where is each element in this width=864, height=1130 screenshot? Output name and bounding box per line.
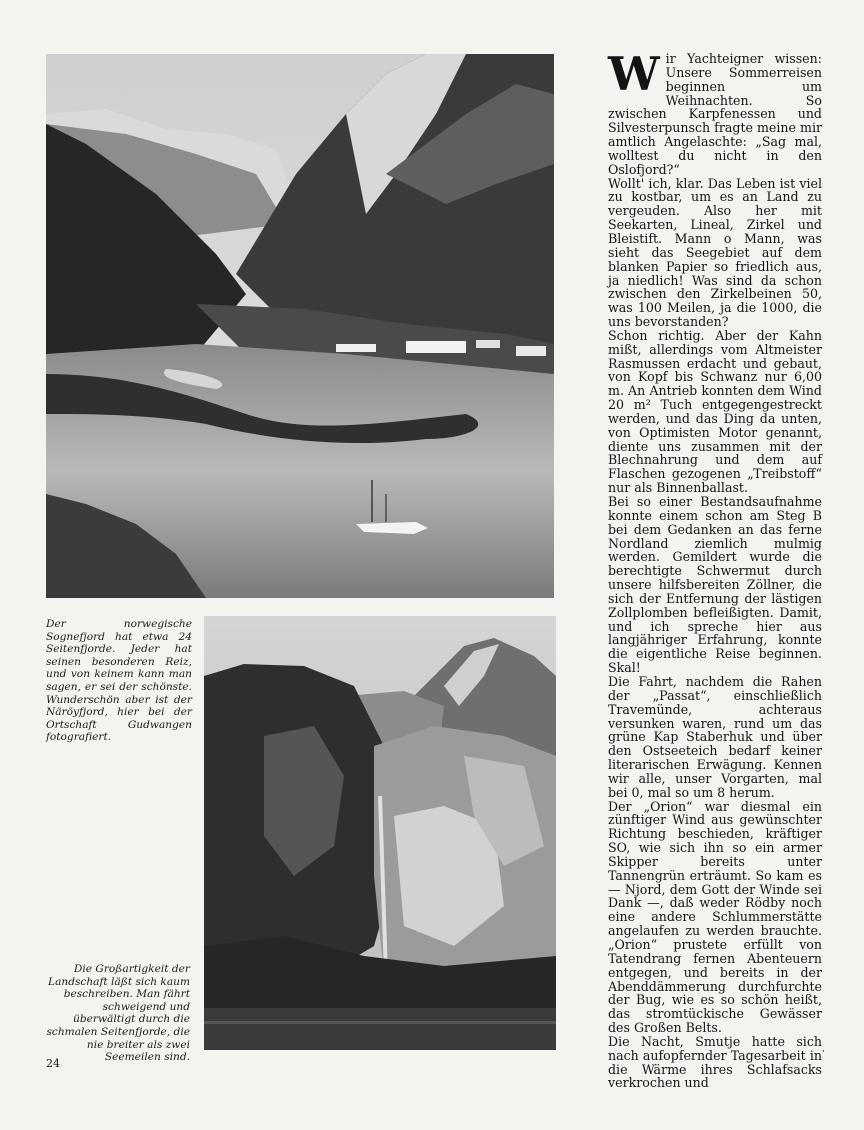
page-number: 24	[46, 1057, 60, 1070]
article-paragraph-7: Die Nacht, Smutje hatte sich nach aufopfernder Tagesarbeit in die Wärme ihres Schlafsacks verkrochen und	[608, 1033, 822, 1091]
article-paragraph-3: Schon richtig. Aber der Kahn mißt, allerdings vom Altmeister Rasmussen erdacht und gebaut, von Kopf bis Schwanz nur 6,00 m. An Antrieb konnten dem Wind 20 m² Tuch entgegengestreckt werden, und das Ding da unten, von Optimisten Motor genannt, diente uns zusammen mit der Blechnahrung und dem auf Flaschen gezogenen „Treibstoff“ nur als Binnenballast.	[608, 327, 822, 496]
article-paragraph-4: Bei so einer Bestandsaufnahme konnte einem schon am Steg B bei dem Gedanken an das ferne Nordland ziemlich mulmig werden. Gemildert wurde die berechtigte Schwermut durch unsere hilfsbereiten Zöllner, die sich der Entfernung der lästigen Zollplomben befleißigten. Damit, und ich spreche hier aus langjähriger Erfahrung, konnte die eigentliche Reise beginnen. Skal!	[608, 494, 822, 676]
article-paragraph-1	[608, 47, 822, 177]
article-paragraph-1-text: ir Yachteigner wissen: Unsere Sommerreisen beginnen um Weihnachten. So zwischen Karpfenessen und Silvesterpunsch fragte meine mir amtlich Angelaschte: „Sag mal, wolltest du nicht in den Oslofjord?“	[608, 51, 822, 177]
drop-cap: W	[608, 47, 660, 101]
photo-caption-bottom: Die Großartigkeit der Landschaft läßt sich kaum beschreiben. Man fährt schweigend und überwältigt durch die schmalen Seitenfjorde, die nie breiter als zwei Seemeilen sind.	[46, 963, 190, 1064]
article-paragraph-2: Wollt' ich, klar. Das Leben ist viel zu kostbar, um es an Land zu vergeuden. Also her mit Seekarten, Lineal, Zirkel und Bleistift. Mann o Mann, was sieht das Seegebiet auf dem blanken Papier so friedlich aus, ja niedlich! Was sind da schon zwischen den Zirkelbeinen 50, was 100 Meilen, ja die 1000, die uns bevorstanden?	[608, 175, 822, 330]
fjord-photo-cliffs	[204, 616, 556, 1050]
fjord-photo-gudwangen-image	[46, 54, 554, 598]
article-paragraph-5: Die Fahrt, nachdem die Rahen der „Passat“, einschließlich Travemünde, achteraus versunken waren, rund um das grüne Kap Staberhuk und über den Ostseeteich bedarf keiner literarischen Erwägung. Kennen wir alle, unser Vorgarten, mal bei 0, mal so um 8 herum.	[608, 673, 822, 800]
article-column	[608, 47, 825, 1091]
photo-caption-top: Der norwegische Sognefjord hat etwa 24 Seitenfjorde. Jeder hat seinen besonderen Reiz, und von keinem kann man sagen, er sei der schönste. Wunderschön aber ist der Näröyfjord, hier bei der Ortschaft Gudwangen fotografiert.	[46, 618, 192, 744]
fjord-photo-gudwangen	[46, 54, 554, 598]
trailing-mark: ˈ	[822, 1050, 825, 1060]
fjord-photo-cliffs-image	[204, 616, 556, 1050]
article-paragraph-6: Der „Orion“ war diesmal ein zünftiger Wind aus gewünschter Richtung beschieden, kräftiger SO, wie sich ihn so ein armer Skipper bereits unter Tannengrün erträumt. So kam es — Njord, dem Gott der Winde sei Dank —, daß weder Rödby noch eine andere Schlummerstätte angelaufen zu werden brauchte. „Orion“ prustete erfüllt von Tatendrang fernen Abenteuern entgegen, und bereits in der Abenddämmerung durchfurchte der Bug, wie es so schön heißt, das stromtückische Gewässer des Großen Belts.	[608, 798, 822, 1036]
